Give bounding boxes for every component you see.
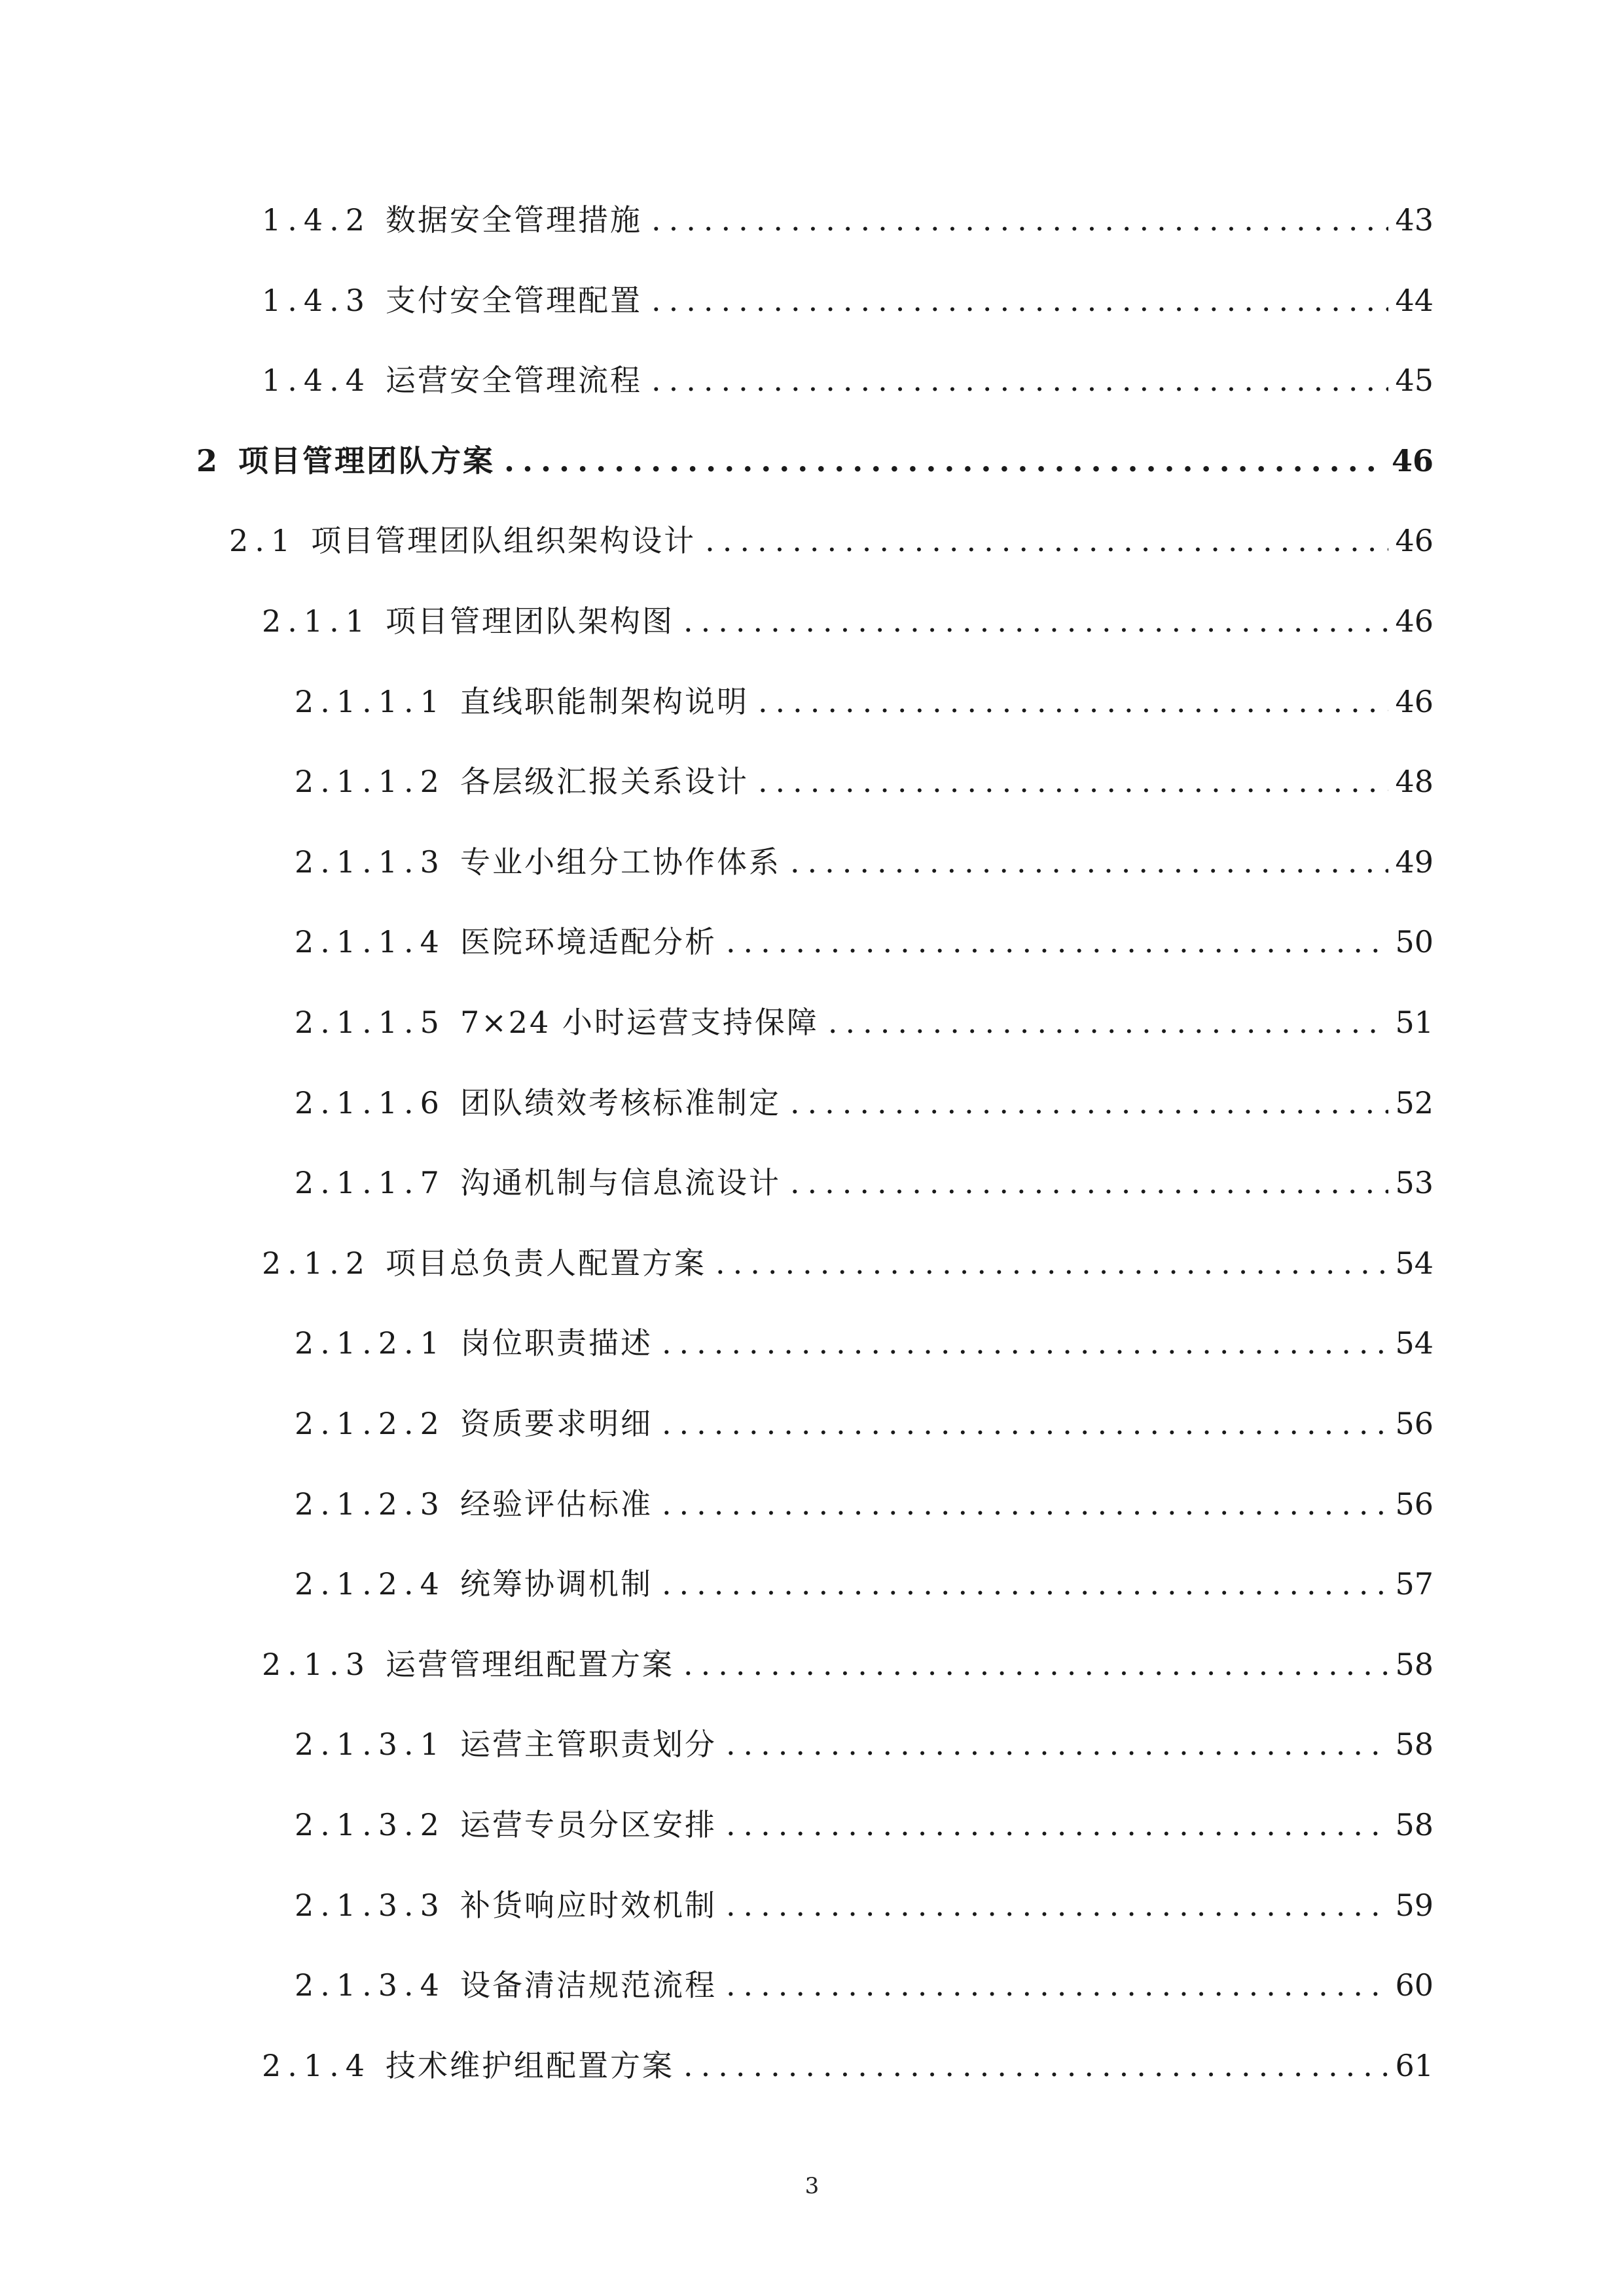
toc-entry-page: 58 xyxy=(1395,1807,1434,1842)
toc-entry-number: 2.1.1 xyxy=(262,603,372,639)
toc-entry-number: 2.1.4 xyxy=(262,2048,372,2083)
toc-dot-leader xyxy=(504,435,1385,487)
toc-entry[interactable] xyxy=(262,354,1434,406)
toc-entry[interactable] xyxy=(295,1397,1434,1450)
toc-entry-title: 资质要求明细 xyxy=(460,1406,653,1441)
toc-entry[interactable] xyxy=(295,1077,1434,1129)
toc-entry[interactable] xyxy=(295,755,1434,808)
toc-entry-page: 45 xyxy=(1395,363,1434,398)
toc-entry-page: 46 xyxy=(1395,523,1434,558)
toc-entry-title: 直线职能制架构说明 xyxy=(460,684,749,719)
toc-dot-leader xyxy=(683,595,1388,647)
toc-entry-page: 51 xyxy=(1395,1005,1434,1040)
toc-entry[interactable] xyxy=(262,1638,1434,1691)
toc-dot-leader xyxy=(828,996,1389,1049)
toc-entry-title: 设备清洁规范流程 xyxy=(460,1967,717,2003)
toc-entry[interactable] xyxy=(295,1478,1434,1530)
toc-dot-leader xyxy=(790,1157,1389,1209)
toc-dot-leader xyxy=(651,354,1388,406)
toc-entry-title: 项目管理团队组织架构设计 xyxy=(311,523,696,558)
toc-entry-page: 50 xyxy=(1395,924,1434,960)
toc-entry-title: 岗位职责描述 xyxy=(460,1325,653,1361)
toc-entry-number: 2.1.1.6 xyxy=(295,1085,446,1121)
toc-entry[interactable] xyxy=(295,1317,1434,1369)
toc-entry[interactable] xyxy=(262,2039,1434,2092)
toc-dot-leader xyxy=(758,675,1389,728)
toc-entry-title: 运营专员分区安排 xyxy=(460,1807,717,1842)
toc-entry-number: 1.4.3 xyxy=(262,283,372,318)
toc-entry-title: 经验评估标准 xyxy=(460,1486,653,1522)
toc-dot-leader xyxy=(726,916,1389,968)
toc-entry-title: 沟通机制与信息流设计 xyxy=(460,1165,781,1200)
toc-entry-title: 项目总负责人配置方案 xyxy=(386,1246,707,1281)
toc-dot-leader xyxy=(683,1638,1388,1691)
toc-entry-page: 43 xyxy=(1395,202,1434,238)
toc-entry-number: 2.1.3.3 xyxy=(295,1888,446,1923)
toc-entry[interactable] xyxy=(196,435,1434,487)
toc-entry-title: 运营主管职责划分 xyxy=(460,1727,717,1762)
toc-entry-page: 46 xyxy=(1395,684,1434,719)
toc-entry-title: 运营安全管理流程 xyxy=(386,363,643,398)
toc-entry[interactable] xyxy=(295,1959,1434,2011)
toc-entry[interactable] xyxy=(295,1558,1434,1610)
toc-entry-title: 7×24 小时运营支持保障 xyxy=(460,1005,819,1040)
toc-entry-page: 58 xyxy=(1395,1727,1434,1762)
toc-entry[interactable] xyxy=(295,996,1434,1049)
toc-entry[interactable] xyxy=(262,595,1434,647)
toc-entry-number: 1.4.2 xyxy=(262,202,372,238)
toc-entry-page: 46 xyxy=(1391,443,1434,478)
toc-entry-title: 各层级汇报关系设计 xyxy=(460,764,749,799)
toc-entry-number: 2 xyxy=(196,443,225,478)
toc-entry-page: 46 xyxy=(1395,603,1434,639)
toc-entry-number: 2.1.1.4 xyxy=(295,924,446,960)
toc-dot-leader xyxy=(662,1478,1389,1530)
toc-entry-number: 2.1.2.2 xyxy=(295,1406,446,1441)
toc-entry-number: 2.1.2.1 xyxy=(295,1325,446,1361)
toc-entry-page: 57 xyxy=(1395,1566,1434,1602)
toc-dot-leader xyxy=(726,1879,1389,1931)
toc-entry[interactable] xyxy=(295,1879,1434,1931)
toc-entry-number: 2.1.2.4 xyxy=(295,1566,446,1602)
toc-dot-leader xyxy=(758,755,1389,808)
toc-entry[interactable] xyxy=(295,1157,1434,1209)
toc-entry-title: 技术维护组配置方案 xyxy=(386,2048,675,2083)
toc-entry-page: 56 xyxy=(1395,1486,1434,1522)
toc-entry-number: 2.1.3 xyxy=(262,1647,372,1682)
toc-entry[interactable] xyxy=(295,836,1434,888)
toc-entry-page: 54 xyxy=(1395,1246,1434,1281)
toc-dot-leader xyxy=(651,274,1388,327)
toc-entry-page: 56 xyxy=(1395,1406,1434,1441)
toc-entry[interactable] xyxy=(295,1718,1434,1770)
toc-entry-title: 专业小组分工协作体系 xyxy=(460,844,781,880)
toc-entry-title: 运营管理组配置方案 xyxy=(386,1647,675,1682)
toc-dot-leader xyxy=(790,1077,1389,1129)
toc-entry-page: 52 xyxy=(1395,1085,1434,1121)
toc-entry-page: 58 xyxy=(1395,1647,1434,1682)
toc-entry-page: 53 xyxy=(1395,1165,1434,1200)
toc-entry-page: 44 xyxy=(1395,283,1434,318)
toc-entry-title: 团队绩效考核标准制定 xyxy=(460,1085,781,1121)
toc-entry-page: 61 xyxy=(1395,2048,1434,2083)
toc-entry-page: 60 xyxy=(1395,1967,1434,2003)
toc-entry[interactable] xyxy=(229,514,1434,567)
toc-dot-leader xyxy=(705,514,1388,567)
toc-dot-leader xyxy=(715,1237,1388,1289)
toc-entry-number: 2.1.2 xyxy=(262,1246,372,1281)
toc-entry-number: 1.4.4 xyxy=(262,363,372,398)
toc-entry-title: 医院环境适配分析 xyxy=(460,924,717,960)
toc-entry[interactable] xyxy=(295,916,1434,968)
toc-entry[interactable] xyxy=(262,274,1434,327)
toc-entry-title: 数据安全管理措施 xyxy=(386,202,643,238)
toc-dot-leader xyxy=(683,2039,1388,2092)
toc-entry-title: 统筹协调机制 xyxy=(460,1566,653,1602)
toc-dot-leader xyxy=(726,1718,1389,1770)
toc-entry-number: 2.1.1.5 xyxy=(295,1005,446,1040)
toc-entry-page: 48 xyxy=(1395,764,1434,799)
toc-entry-number: 2.1.2.3 xyxy=(295,1486,446,1522)
toc-entry-title: 项目管理团队方案 xyxy=(238,443,496,478)
toc-entry-number: 2.1.1.3 xyxy=(295,844,446,880)
toc-dot-leader xyxy=(662,1317,1389,1369)
toc-entry[interactable] xyxy=(295,675,1434,728)
toc-entry[interactable] xyxy=(262,1237,1434,1289)
toc-entry-title: 支付安全管理配置 xyxy=(386,283,643,318)
toc-dot-leader xyxy=(726,1799,1389,1851)
toc-entry[interactable] xyxy=(295,1799,1434,1851)
toc-dot-leader xyxy=(651,194,1388,246)
toc-entry-number: 2.1 xyxy=(229,523,297,558)
toc-entry-page: 54 xyxy=(1395,1325,1434,1361)
toc-entry-title: 补货响应时效机制 xyxy=(460,1888,717,1923)
toc-dot-leader xyxy=(662,1558,1389,1610)
toc-entry-title: 项目管理团队架构图 xyxy=(386,603,675,639)
toc-entry-number: 2.1.3.1 xyxy=(295,1727,446,1762)
toc-entry-number: 2.1.3.2 xyxy=(295,1807,446,1842)
toc-entry-number: 2.1.3.4 xyxy=(295,1967,446,2003)
toc-entry-page: 49 xyxy=(1395,844,1434,880)
toc-dot-leader xyxy=(662,1397,1389,1450)
toc-entry-number: 2.1.1.2 xyxy=(295,764,446,799)
toc-dot-leader xyxy=(726,1959,1389,2011)
toc-dot-leader xyxy=(790,836,1389,888)
page-number: 3 xyxy=(804,2173,820,2199)
toc-entry-number: 2.1.1.7 xyxy=(295,1165,446,1200)
toc-entry-number: 2.1.1.1 xyxy=(295,684,446,719)
toc-entry-page: 59 xyxy=(1395,1888,1434,1923)
toc-entry[interactable] xyxy=(262,194,1434,246)
